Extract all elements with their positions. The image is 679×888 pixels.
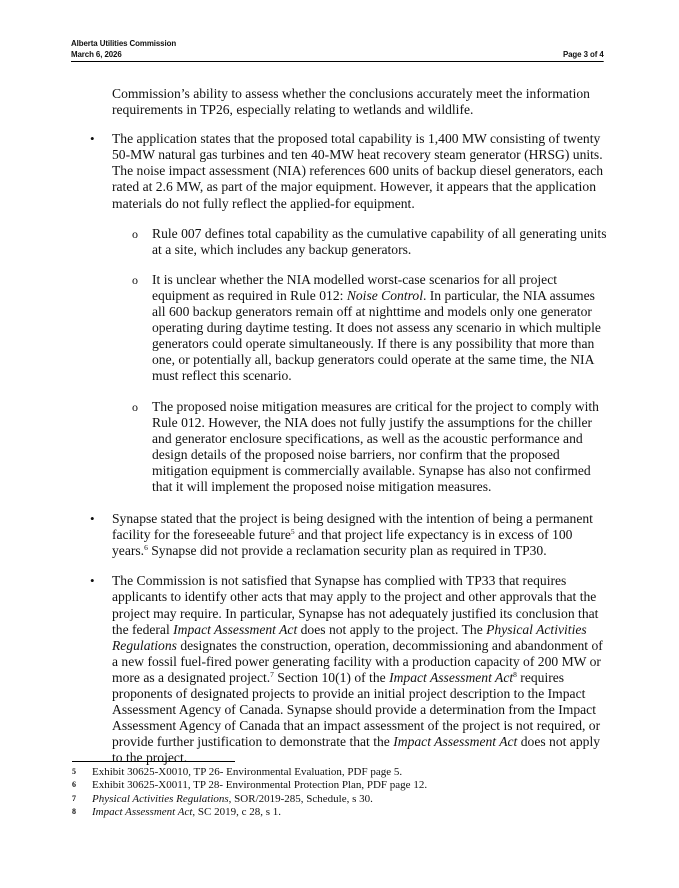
rule-title-italic: Noise Control xyxy=(346,287,423,303)
footnote-separator xyxy=(72,761,235,762)
sub-bullet-worst-case xyxy=(72,272,607,385)
bullet-text-f: does not apply to the project. xyxy=(112,734,601,766)
bullet-text-a: The Commission is not satisfied that Synapse has complied with TP33 that requires applicants to identify other acts that may apply to the project and other approvals that the project may require. In particular, Synapse has not adequately justified its conclusion that the federal xyxy=(112,573,599,637)
bullet-icon: • xyxy=(90,131,95,147)
footnote-number: 6 xyxy=(72,780,76,790)
bullet-impact-assessment xyxy=(72,573,607,766)
footnote-text: , SC 2019, c 28, s 1. xyxy=(192,806,282,819)
footnote-6 xyxy=(72,779,607,792)
footnote-5 xyxy=(72,766,607,779)
footnote-ref-5[interactable]: 5 xyxy=(290,527,295,537)
regulations-title-italic: Physical Activities Regulations xyxy=(112,621,587,653)
footnote-7 xyxy=(72,793,607,806)
bullet-text-b: and that project life expectancy is in excess of 100 years. xyxy=(112,527,573,559)
act-title-italic: Impact Assessment Act xyxy=(393,734,518,750)
sub-bullet-icon: o xyxy=(132,272,138,287)
footnote-number: 5 xyxy=(72,767,76,776)
footnote-ref-6[interactable]: 6 xyxy=(144,543,148,553)
bullet-text-d: Section 10(1) of the xyxy=(273,669,390,685)
sub-bullet-rule-007 xyxy=(72,226,607,258)
footnote-ref-7[interactable]: 7 xyxy=(270,669,274,679)
footnote-number: 8 xyxy=(72,807,76,817)
footnote-italic-title: Impact Assessment Act xyxy=(92,806,193,819)
bullet-reclamation xyxy=(72,511,607,559)
document-body xyxy=(72,86,607,780)
footnote-ref-8[interactable]: 8 xyxy=(513,669,517,679)
footnote-number: 7 xyxy=(72,793,76,803)
footnotes xyxy=(72,761,607,820)
sub-bullet-icon: o xyxy=(132,399,138,414)
bullet-text: The application states that the proposed total capability is 1,400 MW consisting of twenty 50-MW natural gas turbines and ten 40-MW heat recovery steam generator (HRSG) units. The noise impact assessment (NIA) references 600 units of backup diesel generators, each rated at 2.6 MW, as part of the major equipment. However, it appears that the application materials do not fully reflect the applied-for equipment. xyxy=(112,131,604,211)
bullet-icon: • xyxy=(90,511,95,527)
act-title-italic: Impact Assessment Act xyxy=(389,669,514,685)
footnote-italic-title: Physical Activities Regulations xyxy=(92,792,229,805)
footnote-text: Exhibit 30625-X0010, TP 26- Environmental Evaluation, PDF page 5. xyxy=(92,766,403,778)
header-organization: Alberta Utilities Commission xyxy=(71,38,177,48)
continuation-paragraph: Commission’s ability to assess whether the conclusions accurately meet the information requirements in TP26, especially relating to wetlands and wildlife. xyxy=(112,86,590,118)
sub-bullet-text-a: It is unclear whether the NIA modelled worst-case scenarios for all project equipment as required in Rule 012: xyxy=(152,271,558,303)
page-header xyxy=(71,38,604,62)
bullet-text-c: designates the construction, operation, decommissioning and abandonment of a new fossil fuel-fired power generating facility with a production capacity of 200 MW or more as a designated project. xyxy=(112,637,603,685)
sub-bullet-text-b: . In particular, the NIA assumes all 600 backup generators remain off at nighttime and models only one generator operating during daytime testing. It does not assess any scenario in which multiple generators could operate simultaneously. If there is any possibility that more than one, or potentially all, backup generators could operate at the same time, the NIA must reflect this scenario. xyxy=(152,287,601,384)
sub-bullet-text: The proposed noise mitigation measures are critical for the project to comply with Rule 012. However, the NIA does not fully justify the assumptions for the chiller and generator enclosure specifications, as well as the acoustic performance and design details of the proposed noise barriers, nor confirm that the proposed mitigation equipment is commercially available. Synapse has also not confirmed that it will implement the proposed noise mitigation measures. xyxy=(152,398,599,494)
bullet-text-b: does not apply to the project. The xyxy=(297,621,487,637)
footnote-text: Exhibit 30625-X0011, TP 28- Environmental Protection Plan, PDF page 12. xyxy=(92,779,428,792)
bullet-text-e: requires proponents of designated projects to provide an initial project description to the Impact Assessment Agency of Canada. Synapse should provide a determination from the Impact Assessment Agency of Canada that an impact assessment of the project is not required, or provide further justification to demonstrate that the xyxy=(112,669,601,750)
sub-bullet-icon: o xyxy=(132,226,138,241)
bullet-capability xyxy=(72,131,607,211)
bullet-text-a: Synapse stated that the project is being designed with the intention of being a permanent facility for the foreseeable future xyxy=(112,511,593,543)
footnote-8 xyxy=(72,806,607,819)
header-date: March 6, 2026 xyxy=(71,49,122,59)
sub-bullet-mitigation xyxy=(72,399,607,496)
bullet-text-c: Synapse did not provide a reclamation security plan as required in TP30. xyxy=(147,543,547,559)
sub-bullet-text: Rule 007 defines total capability as the cumulative capability of all generating units at a site, which includes any backup generators. xyxy=(152,225,607,257)
bullet-icon: • xyxy=(90,573,95,589)
header-page-number: Page 3 of 4 xyxy=(562,49,604,59)
act-title-italic: Impact Assessment Act xyxy=(173,621,298,637)
footnote-text: , SOR/2019-285, Schedule, s 30. xyxy=(228,792,373,805)
